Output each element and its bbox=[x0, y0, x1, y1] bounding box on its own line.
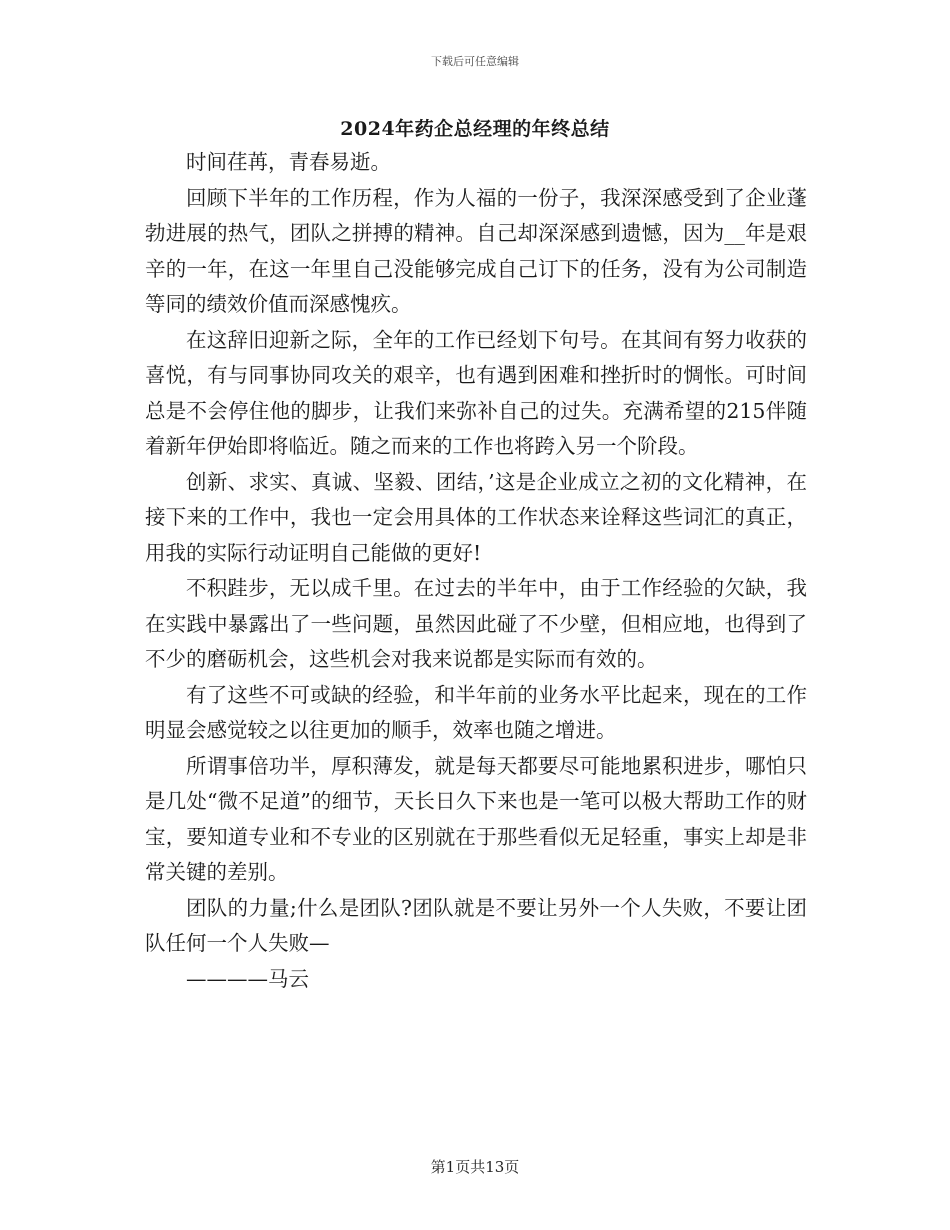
paragraph: 时间荏苒，青春易逝。 bbox=[186, 150, 391, 174]
paragraph: 创新、求实、真诚、坚毅、团结，’这是企业成立之初的文化精神，在接下来的工作中，我也一定会用具体的工作状态来诠释这些词汇的真正，用我的实际行动证明自己能做的更好! bbox=[145, 469, 807, 565]
paragraph: 回顾下半年的工作历程，作为人福的一份子，我深深感受到了企业蓬勃进展的热气，团队之拼搏的精神。自己却深深感到遗憾，因为__年是艰辛的一年，在这一年里自己没能够完成自己订下的任务，没有为公司制造等同的绩效价值而深感愧疚。 bbox=[145, 185, 807, 316]
paragraph: 所谓事倍功半，厚积薄发，就是每天都要尽可能地累积进步，哪怕只是几处“微不足道”的细节，天长日久下来也是一笔可以极大帮助工作的财宝，要知道专业和不专业的区别就在于那些看似无足轻重，事实上却是非常关键的差别。 bbox=[145, 753, 807, 884]
document-title: 2024年药企总经理的年终总结 bbox=[340, 118, 610, 140]
paragraph: 有了这些不可或缺的经验，和半年前的业务水平比起来，现在的工作明显会感觉较之以往更加的顺手，效率也随之增进。 bbox=[145, 682, 807, 742]
paragraph: 在这辞旧迎新之际，全年的工作已经划下句号。在其间有努力收获的喜悦，有与同事协同攻关的艰辛，也有遇到困难和挫折时的惆怅。可时间总是不会停住他的脚步，让我们来弥补自己的过失。充满希望的215伴随着新年伊始即将临近。随之而来的工作也将跨入另一个阶段。 bbox=[145, 327, 807, 458]
paragraph: 团队的力量;什么是团队?团队就是不要让另外一个人失败，不要让团队任何一个人失败— bbox=[145, 895, 807, 955]
signature-line: ————马云 bbox=[186, 966, 309, 991]
header-note: 下载后可任意编辑 bbox=[431, 55, 519, 68]
page-indicator: 第1页共13页 bbox=[430, 1158, 520, 1176]
document-body bbox=[145, 145, 807, 997]
paragraph: 不积跬步，无以成千里。在过去的半年中，由于工作经验的欠缺，我在实践中暴露出了一些问题，虽然因此碰了不少壁，但相应地，也得到了不少的磨砺机会，这些机会对我来说都是实际而有效的。 bbox=[145, 576, 807, 671]
